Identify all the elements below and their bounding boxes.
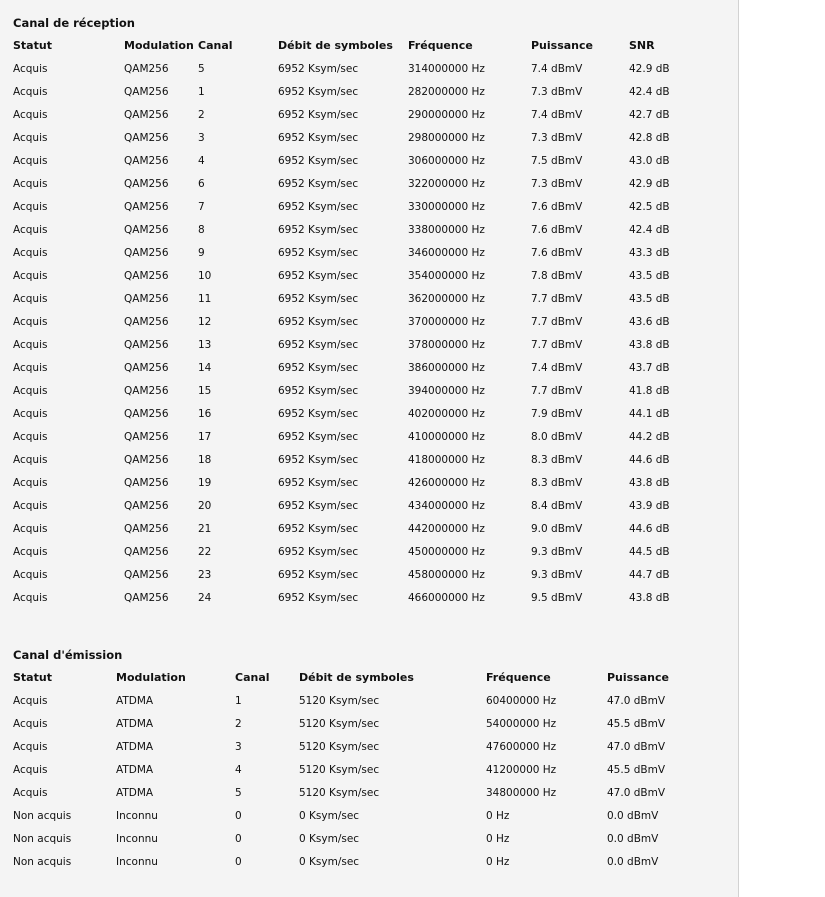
channel-cell: 3 [235,740,242,753]
power-cell: 8.4 dBmV [531,499,583,512]
upstream-header-frequency: Fréquence [486,671,551,684]
symbol-rate-cell: 6952 Ksym/sec [278,177,359,190]
power-cell: 7.9 dBmV [531,407,583,420]
frequency-cell: 306000000 Hz [408,154,485,167]
symbol-rate-cell: 6952 Ksym/sec [278,499,359,512]
channel-cell: 10 [198,269,212,282]
status-cell: Non acquis [13,832,72,845]
symbol-rate-cell: 0 Ksym/sec [299,832,360,845]
frequency-cell: 34800000 Hz [486,786,557,799]
table-row [13,448,693,471]
snr-cell: 43.8 dB [629,591,670,604]
status-cell: Acquis [13,407,48,420]
downstream-header-snr: SNR [629,39,655,52]
status-cell: Acquis [13,62,48,75]
snr-cell: 43.9 dB [629,499,670,512]
snr-cell: 43.0 dB [629,154,670,167]
table-row [13,356,693,379]
frequency-cell: 362000000 Hz [408,292,485,305]
frequency-cell: 394000000 Hz [408,384,485,397]
table-row [13,57,693,80]
modulation-cell: QAM256 [124,430,169,443]
frequency-cell: 434000000 Hz [408,499,485,512]
status-cell: Acquis [13,315,48,328]
channel-cell: 19 [198,476,212,489]
table-row [13,494,693,517]
upstream-section-title: Canal d'émission [13,648,123,662]
power-cell: 7.6 dBmV [531,223,583,236]
modulation-cell: QAM256 [124,292,169,305]
status-cell: Acquis [13,292,48,305]
power-cell: 7.7 dBmV [531,292,583,305]
upstream-header-channel: Canal [235,671,270,684]
power-cell: 9.5 dBmV [531,591,583,604]
status-cell: Acquis [13,131,48,144]
table-row [13,149,693,172]
modulation-cell: Inconnu [116,855,158,868]
channel-cell: 14 [198,361,212,374]
power-cell: 8.3 dBmV [531,476,583,489]
channel-cell: 2 [198,108,205,121]
modulation-cell: QAM256 [124,154,169,167]
status-cell: Acquis [13,246,48,259]
table-row [13,126,693,149]
symbol-rate-cell: 6952 Ksym/sec [278,315,359,328]
status-cell: Acquis [13,568,48,581]
symbol-rate-cell: 6952 Ksym/sec [278,246,359,259]
frequency-cell: 60400000 Hz [486,694,557,707]
channel-cell: 4 [198,154,205,167]
table-row [13,379,693,402]
symbol-rate-cell: 6952 Ksym/sec [278,545,359,558]
symbol-rate-cell: 6952 Ksym/sec [278,269,359,282]
power-cell: 47.0 dBmV [607,786,665,799]
status-cell: Acquis [13,763,48,776]
power-cell: 7.3 dBmV [531,85,583,98]
symbol-rate-cell: 6952 Ksym/sec [278,292,359,305]
symbol-rate-cell: 5120 Ksym/sec [299,717,380,730]
symbol-rate-cell: 0 Ksym/sec [299,809,360,822]
snr-cell: 42.9 dB [629,62,670,75]
status-cell: Non acquis [13,809,72,822]
table-row [13,827,693,850]
table-row [13,735,693,758]
status-cell: Acquis [13,269,48,282]
channel-cell: 4 [235,763,242,776]
channel-cell: 22 [198,545,212,558]
power-cell: 45.5 dBmV [607,763,665,776]
modulation-cell: ATDMA [116,763,154,776]
modulation-cell: QAM256 [124,177,169,190]
channel-cell: 2 [235,717,242,730]
power-cell: 7.6 dBmV [531,246,583,259]
symbol-rate-cell: 6952 Ksym/sec [278,476,359,489]
modulation-cell: QAM256 [124,545,169,558]
modulation-cell: QAM256 [124,361,169,374]
power-cell: 7.5 dBmV [531,154,583,167]
channel-cell: 11 [198,292,212,305]
frequency-cell: 370000000 Hz [408,315,485,328]
status-cell: Acquis [13,200,48,213]
power-cell: 7.7 dBmV [531,384,583,397]
frequency-cell: 458000000 Hz [408,568,485,581]
downstream-channel-table [13,34,693,609]
symbol-rate-cell: 6952 Ksym/sec [278,384,359,397]
status-cell: Acquis [13,453,48,466]
table-row [13,241,693,264]
symbol-rate-cell: 5120 Ksym/sec [299,763,380,776]
frequency-cell: 298000000 Hz [408,131,485,144]
symbol-rate-cell: 6952 Ksym/sec [278,131,359,144]
symbol-rate-cell: 5120 Ksym/sec [299,694,380,707]
modulation-cell: ATDMA [116,740,154,753]
frequency-cell: 290000000 Hz [408,108,485,121]
table-row [13,712,693,735]
frequency-cell: 282000000 Hz [408,85,485,98]
status-cell: Acquis [13,717,48,730]
table-row [13,264,693,287]
symbol-rate-cell: 6952 Ksym/sec [278,108,359,121]
table-row [13,781,693,804]
status-cell: Acquis [13,338,48,351]
downstream-header-modulation: Modulation [124,39,194,52]
snr-cell: 42.9 dB [629,177,670,190]
status-cell: Acquis [13,740,48,753]
power-cell: 8.0 dBmV [531,430,583,443]
snr-cell: 44.1 dB [629,407,670,420]
channel-cell: 5 [198,62,205,75]
frequency-cell: 378000000 Hz [408,338,485,351]
snr-cell: 43.5 dB [629,292,670,305]
frequency-cell: 338000000 Hz [408,223,485,236]
channel-cell: 15 [198,384,212,397]
symbol-rate-cell: 6952 Ksym/sec [278,223,359,236]
snr-cell: 41.8 dB [629,384,670,397]
modulation-cell: QAM256 [124,108,169,121]
modulation-cell: Inconnu [116,809,158,822]
symbol-rate-cell: 6952 Ksym/sec [278,154,359,167]
power-cell: 0.0 dBmV [607,832,659,845]
table-row [13,563,693,586]
snr-cell: 44.2 dB [629,430,670,443]
power-cell: 45.5 dBmV [607,717,665,730]
snr-cell: 43.7 dB [629,361,670,374]
symbol-rate-cell: 6952 Ksym/sec [278,453,359,466]
power-cell: 7.3 dBmV [531,177,583,190]
table-row [13,586,693,609]
channel-cell: 12 [198,315,212,328]
channel-cell: 5 [235,786,242,799]
power-cell: 7.4 dBmV [531,62,583,75]
table-row [13,471,693,494]
downstream-header-symbol-rate: Débit de symboles [278,39,393,52]
table-row [13,80,693,103]
table-row [13,103,693,126]
status-cell: Acquis [13,85,48,98]
status-cell: Acquis [13,384,48,397]
modulation-cell: QAM256 [124,131,169,144]
modulation-cell: ATDMA [116,717,154,730]
channel-cell: 7 [198,200,205,213]
modulation-cell: ATDMA [116,786,154,799]
upstream-header-power: Puissance [607,671,669,684]
downstream-header-status: Statut [13,39,52,52]
status-cell: Acquis [13,476,48,489]
snr-cell: 43.6 dB [629,315,670,328]
frequency-cell: 314000000 Hz [408,62,485,75]
channel-cell: 6 [198,177,205,190]
upstream-header-row [13,666,693,689]
channel-cell: 0 [235,855,242,868]
symbol-rate-cell: 6952 Ksym/sec [278,430,359,443]
table-row [13,850,693,873]
symbol-rate-cell: 6952 Ksym/sec [278,361,359,374]
power-cell: 0.0 dBmV [607,809,659,822]
modulation-cell: QAM256 [124,407,169,420]
status-cell: Acquis [13,430,48,443]
table-row [13,540,693,563]
table-row [13,758,693,781]
power-cell: 8.3 dBmV [531,453,583,466]
status-cell: Acquis [13,223,48,236]
frequency-cell: 322000000 Hz [408,177,485,190]
frequency-cell: 354000000 Hz [408,269,485,282]
frequency-cell: 442000000 Hz [408,522,485,535]
channel-cell: 18 [198,453,212,466]
modulation-cell: QAM256 [124,269,169,282]
symbol-rate-cell: 6952 Ksym/sec [278,200,359,213]
symbol-rate-cell: 6952 Ksym/sec [278,568,359,581]
channel-cell: 3 [198,131,205,144]
power-cell: 7.4 dBmV [531,108,583,121]
power-cell: 7.4 dBmV [531,361,583,374]
table-row [13,195,693,218]
snr-cell: 44.6 dB [629,522,670,535]
symbol-rate-cell: 6952 Ksym/sec [278,62,359,75]
snr-cell: 42.7 dB [629,108,670,121]
modulation-cell: QAM256 [124,522,169,535]
modulation-cell: QAM256 [124,453,169,466]
downstream-section-title: Canal de réception [13,16,135,30]
symbol-rate-cell: 6952 Ksym/sec [278,591,359,604]
modulation-cell: ATDMA [116,694,154,707]
channel-cell: 17 [198,430,212,443]
channel-cell: 8 [198,223,205,236]
modulation-cell: QAM256 [124,568,169,581]
status-cell: Acquis [13,591,48,604]
symbol-rate-cell: 6952 Ksym/sec [278,338,359,351]
upstream-header-modulation: Modulation [116,671,186,684]
symbol-rate-cell: 6952 Ksym/sec [278,522,359,535]
upstream-header-status: Statut [13,671,52,684]
snr-cell: 43.5 dB [629,269,670,282]
table-row [13,804,693,827]
power-cell: 7.7 dBmV [531,338,583,351]
power-cell: 47.0 dBmV [607,694,665,707]
table-row [13,287,693,310]
table-row [13,310,693,333]
downstream-header-row [13,34,693,57]
modulation-cell: Inconnu [116,832,158,845]
status-cell: Acquis [13,694,48,707]
table-row [13,402,693,425]
frequency-cell: 0 Hz [486,832,510,845]
frequency-cell: 0 Hz [486,809,510,822]
status-cell: Acquis [13,545,48,558]
frequency-cell: 330000000 Hz [408,200,485,213]
frequency-cell: 466000000 Hz [408,591,485,604]
frequency-cell: 402000000 Hz [408,407,485,420]
upstream-header-symbol-rate: Débit de symboles [299,671,414,684]
symbol-rate-cell: 6952 Ksym/sec [278,407,359,420]
snr-cell: 43.8 dB [629,338,670,351]
snr-cell: 44.7 dB [629,568,670,581]
frequency-cell: 0 Hz [486,855,510,868]
snr-cell: 43.8 dB [629,476,670,489]
snr-cell: 42.8 dB [629,131,670,144]
modulation-cell: QAM256 [124,246,169,259]
frequency-cell: 346000000 Hz [408,246,485,259]
frequency-cell: 47600000 Hz [486,740,557,753]
frequency-cell: 418000000 Hz [408,453,485,466]
status-cell: Acquis [13,499,48,512]
channel-cell: 23 [198,568,212,581]
channel-cell: 0 [235,809,242,822]
frequency-cell: 426000000 Hz [408,476,485,489]
modulation-cell: QAM256 [124,384,169,397]
power-cell: 47.0 dBmV [607,740,665,753]
modulation-cell: QAM256 [124,223,169,236]
power-cell: 7.6 dBmV [531,200,583,213]
channel-cell: 20 [198,499,212,512]
status-cell: Acquis [13,786,48,799]
table-row [13,689,693,712]
snr-cell: 42.4 dB [629,85,670,98]
modulation-cell: QAM256 [124,338,169,351]
modulation-cell: QAM256 [124,499,169,512]
frequency-cell: 450000000 Hz [408,545,485,558]
frequency-cell: 410000000 Hz [408,430,485,443]
status-cell: Acquis [13,108,48,121]
channel-cell: 16 [198,407,212,420]
downstream-header-channel: Canal [198,39,233,52]
power-cell: 7.3 dBmV [531,131,583,144]
symbol-rate-cell: 6952 Ksym/sec [278,85,359,98]
power-cell: 7.8 dBmV [531,269,583,282]
snr-cell: 42.4 dB [629,223,670,236]
power-cell: 9.3 dBmV [531,568,583,581]
channel-cell: 1 [235,694,242,707]
channel-cell: 0 [235,832,242,845]
power-cell: 9.0 dBmV [531,522,583,535]
power-cell: 0.0 dBmV [607,855,659,868]
snr-cell: 42.5 dB [629,200,670,213]
power-cell: 7.7 dBmV [531,315,583,328]
table-row [13,517,693,540]
status-cell: Acquis [13,361,48,374]
table-row [13,425,693,448]
snr-cell: 43.3 dB [629,246,670,259]
snr-cell: 44.6 dB [629,453,670,466]
power-cell: 9.3 dBmV [531,545,583,558]
status-cell: Acquis [13,522,48,535]
channel-cell: 24 [198,591,212,604]
downstream-header-power: Puissance [531,39,593,52]
upstream-channel-table [13,666,693,873]
modulation-cell: QAM256 [124,200,169,213]
modulation-cell: QAM256 [124,62,169,75]
status-cell: Non acquis [13,855,72,868]
table-row [13,333,693,356]
modulation-cell: QAM256 [124,85,169,98]
channel-cell: 21 [198,522,212,535]
frequency-cell: 41200000 Hz [486,763,557,776]
frequency-cell: 54000000 Hz [486,717,557,730]
table-row [13,218,693,241]
table-row [13,172,693,195]
modulation-cell: QAM256 [124,315,169,328]
modulation-cell: QAM256 [124,591,169,604]
status-cell: Acquis [13,154,48,167]
snr-cell: 44.5 dB [629,545,670,558]
modulation-cell: QAM256 [124,476,169,489]
downstream-header-frequency: Fréquence [408,39,473,52]
symbol-rate-cell: 5120 Ksym/sec [299,786,380,799]
status-cell: Acquis [13,177,48,190]
frequency-cell: 386000000 Hz [408,361,485,374]
channel-cell: 13 [198,338,212,351]
symbol-rate-cell: 5120 Ksym/sec [299,740,380,753]
channel-cell: 9 [198,246,205,259]
channel-cell: 1 [198,85,205,98]
symbol-rate-cell: 0 Ksym/sec [299,855,360,868]
